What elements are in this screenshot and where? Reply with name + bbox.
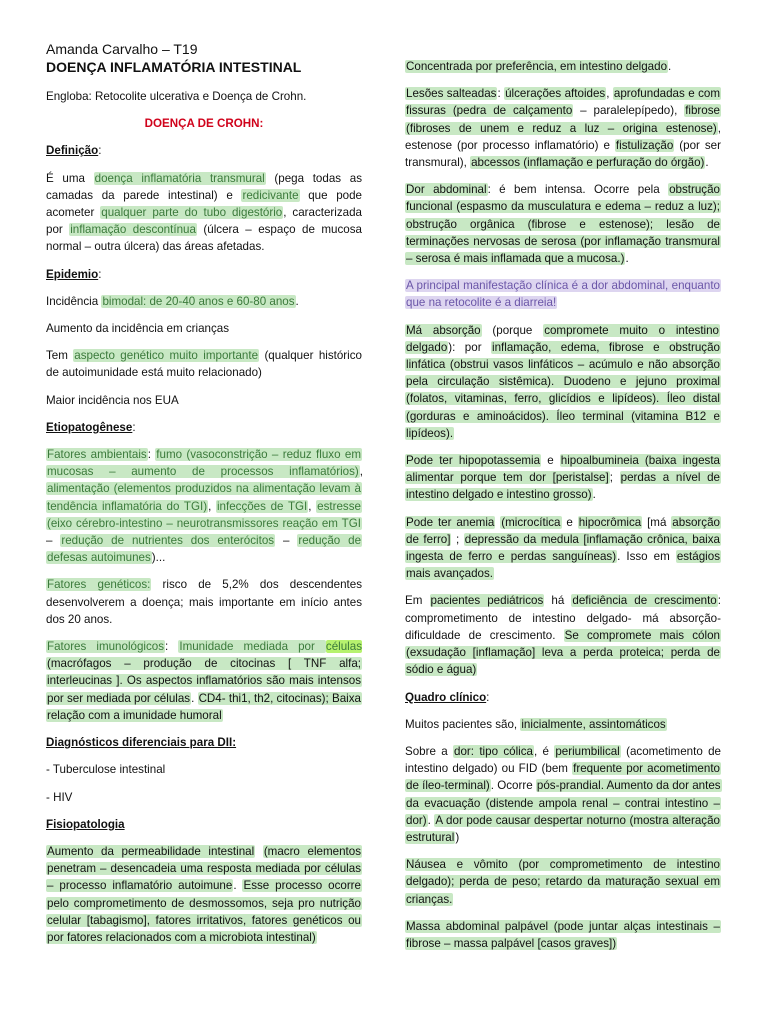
text: Muitos pacientes são,	[405, 717, 521, 731]
text: , estenose (por processo inflamatório) e	[405, 121, 721, 152]
text: , é	[534, 744, 555, 758]
text: .	[625, 252, 629, 266]
highlight: obstrução funcional (espasmo da musculatura e edema – reduz a luz); obstrução orgânica (fibrose e estenose); lesão de terminações nervosas de serosa (por inflamação transmural – serosa é mais inflamada que a mucosa.)	[406, 183, 720, 266]
highlight: Massa abdominal palpável (pode juntar alças intestinais – fibrose – massa palpável [casos graves])	[406, 919, 720, 950]
highlight: depressão da medula [inflamação crônica, baixa ingesta de ferro e perdas sanguíneas)	[406, 532, 720, 564]
text	[255, 845, 263, 858]
highlight: Pode ter anemia	[406, 515, 495, 529]
highlight: fumo (vasoconstrição – reduz fluxo em mucosas – aumento de processos inflamatórios)	[47, 448, 361, 479]
colon: :	[486, 690, 490, 704]
text: (pega todas as camadas da parede intestinal) e	[46, 171, 362, 202]
text: É uma	[46, 171, 94, 185]
text: ): por	[448, 340, 492, 354]
text: )	[455, 830, 460, 844]
text: Em	[405, 594, 430, 608]
highlight: úlcerações aftoides	[505, 87, 606, 101]
lesoes-paragraph	[405, 85, 721, 171]
diagnosticos-label: Diagnósticos diferenciais para DII:	[46, 736, 237, 750]
page-title: DOENÇA INFLAMATÓRIA INTESTINAL	[46, 59, 302, 75]
text: (por ser transmural),	[405, 138, 721, 170]
text: e	[541, 454, 560, 468]
text: )...	[151, 551, 166, 565]
text: (úlcera – espaço de mucosa normal – outra úlcera) das áreas afetadas.	[46, 223, 362, 254]
highlight: estágios mais avançados.	[406, 550, 720, 581]
highlight: Se compromete mais cólon (exsudação [inflamação] leva a perda proteica; perda de sódio e água)	[406, 628, 720, 677]
fisiopatologia-paragraph	[46, 843, 362, 946]
text: : é bem intensa. Ocorre pela	[487, 183, 669, 197]
highlight: deficiência de crescimento	[572, 594, 717, 608]
highlight: alimentação (elementos produzidos na alimentação levam à tendência inflamatória do TGI)	[47, 482, 361, 513]
definicao-heading	[46, 142, 362, 159]
highlight: Fatores imunológicos	[47, 640, 165, 654]
highlight: Pode ter hipopotassemia	[406, 454, 541, 468]
author-line: Amanda Carvalho – T19	[46, 41, 198, 57]
highlight: pacientes pediátricos	[430, 594, 544, 608]
text: : comprometimento de intestino delgado- má absorção-dificuldade de crescimento.	[405, 594, 721, 642]
highlight: hipocrômica	[578, 515, 642, 529]
left-column	[46, 40, 362, 956]
diagnosticos-heading	[46, 734, 362, 751]
text: .	[427, 813, 435, 827]
text: , caracterizada por	[46, 206, 362, 237]
crohn-section-title: DOENÇA DE CROHN:	[144, 117, 264, 131]
text: .	[295, 294, 299, 308]
highlight: CD4- thi1, th2, citocinas); Baixa relação com a imunidade humoral	[47, 691, 361, 722]
text: :	[147, 448, 156, 462]
text: .	[705, 156, 709, 170]
etiopatogenese-label: Etiopatogênese	[46, 420, 133, 434]
highlight: Imunidade mediada por	[179, 640, 325, 654]
highlight: fibrose (fibroses de unem e reduz a luz – origina estenose)	[406, 104, 720, 135]
principal-manifestacao-note	[405, 277, 721, 311]
highlight: células	[325, 640, 362, 654]
highlight: Aumento da permeabilidade intestinal	[47, 844, 255, 858]
highlight: Dor abdominal	[406, 183, 487, 197]
epidemio-criancas: Aumento da incidência em crianças	[46, 322, 230, 336]
highlight: Má absorção	[406, 323, 481, 337]
epidemio-incidencia	[46, 293, 362, 310]
epidemio-heading	[46, 266, 362, 283]
text: ;	[451, 532, 464, 546]
highlight: inflamação descontínua	[70, 223, 196, 237]
right-column	[405, 58, 721, 962]
text: Incidência	[46, 294, 102, 308]
text: – paralelepípedo),	[573, 104, 685, 118]
text: (acometimento de intestino delgado) ou FID (bem	[405, 744, 721, 776]
list-item: - Tuberculose intestinal	[46, 763, 166, 777]
highlight: doença inflamatória transmural	[94, 171, 265, 185]
highlight: aprofundadas e com fissuras (pedra de calçamento	[406, 87, 720, 118]
quadro-clinico-label: Quadro clínico	[405, 690, 487, 704]
highlight: aspecto genético muito importante	[74, 349, 259, 363]
highlight: qualquer parte do tubo digestório	[101, 206, 283, 220]
highlight: (microcítica	[501, 515, 561, 529]
highlight: hipoalbumineia (baixa ingesta alimentar porque tem dor [peristalse]	[406, 454, 720, 485]
colon: :	[98, 267, 102, 281]
text: :	[497, 87, 505, 101]
assintomaticos-paragraph	[405, 716, 721, 733]
localizacao-paragraph	[405, 58, 721, 75]
ma-absorcao-paragraph	[405, 322, 721, 442]
dor-abdominal-paragraph	[405, 181, 721, 267]
text: . Isso em	[617, 550, 676, 564]
text: .	[592, 488, 596, 502]
text: Tem	[46, 349, 74, 363]
highlight: periumbilical	[555, 744, 620, 758]
text: [má	[642, 515, 672, 529]
etiopatogenese-heading	[46, 419, 362, 436]
text: –	[46, 534, 61, 548]
text: ,	[208, 499, 216, 513]
text: ;	[609, 471, 620, 485]
highlight: inflamação, edema, fibrose e obstrução linfática (obstrui vasos linfáticos – acúmulo e não absorção pela circulação sistêmica). Duodeno e jejuno proximal (folatos, vitaminas, ferro, glicídios e lipídeos). Íleo distal (gorduras e aminoácidos). Íleo terminal (vitamina B12 e lipídeos).	[406, 340, 720, 440]
text: e	[561, 515, 578, 529]
text: (porque	[481, 323, 544, 337]
text: que pode acometer	[46, 188, 363, 220]
pediatricos-paragraph	[405, 592, 721, 678]
nausea-paragraph	[405, 856, 721, 908]
text: .	[668, 60, 672, 73]
text: há	[544, 594, 572, 608]
sobre-dor-paragraph	[405, 743, 721, 846]
highlight: perdas a nível de intestino delgado e intestino grosso)	[406, 471, 720, 502]
highlight: pós-prandial. Aumento da dor antes da evacuação (distende ampola renal – contrai intestino – dor)	[406, 779, 721, 827]
highlight: Fatores ambientais	[47, 448, 147, 462]
highlight: infecções de TGI	[216, 499, 308, 513]
highlight: redução de defesas autoimunes	[47, 534, 362, 565]
highlight: compromete muito o intestino delgado	[406, 323, 720, 354]
epidemio-genetico	[46, 347, 362, 381]
text: :	[165, 640, 179, 654]
text: Sobre a	[405, 744, 454, 758]
highlight: (macro elementos penetram – desencadeia uma resposta mediada por células – processo inflamatório autoimune	[47, 844, 361, 893]
text: ,	[308, 499, 317, 513]
epidemio-label: Epidemio	[46, 267, 99, 281]
text: ,	[606, 87, 613, 101]
highlight: dor: tipo cólica	[454, 744, 533, 758]
highlight: Concentrada por preferência, em intestino delgado	[406, 60, 668, 73]
text: ,	[359, 465, 363, 479]
fatores-ambientais	[46, 446, 362, 566]
intro-text: Engloba: Retocolite ulcerativa e Doença de Crohn.	[46, 90, 307, 103]
fisiopatologia-label: Fisiopatologia	[46, 817, 125, 831]
highlight: fistulização	[615, 138, 674, 152]
quadro-clinico-heading	[405, 689, 721, 706]
massa-paragraph	[405, 918, 721, 952]
fatores-imunologicos	[46, 638, 362, 724]
text: –	[275, 534, 298, 548]
text: .	[191, 691, 198, 705]
highlight: frequente por acometimento de íleo-terminal)	[406, 762, 720, 793]
highlight: redicivante	[242, 188, 299, 202]
highlight: abcessos (inflamação e perfuração do órgão)	[471, 156, 705, 170]
definicao-paragraph	[46, 170, 362, 256]
epidemio-eua: Maior incidência nos EUA	[46, 393, 179, 407]
text: (qualquer histórico de autoimunidade está muito relacionado)	[46, 349, 362, 380]
hipopotassemia-paragraph	[405, 452, 721, 504]
highlight: absorção de ferro]	[406, 515, 720, 546]
text: . Ocorre	[490, 779, 536, 793]
colon: :	[132, 420, 136, 434]
fisiopatologia-heading	[46, 816, 362, 833]
text: risco de 5,2% dos descendentes desenvolverem a doença; mais importante em início antes dos 20 anos.	[46, 578, 362, 626]
highlight: Fatores genéticos:	[47, 578, 151, 592]
highlight: Lesões salteadas	[406, 87, 497, 101]
highlight: (macrófagos – produção de citocinas [ TNF alfa; interleucinas ]. Os aspectos inflamatórios são mais intensos por ser mediada por células	[47, 657, 361, 705]
text: .	[233, 879, 243, 893]
highlight: bimodal: de 20-40 anos e 60-80 anos	[102, 294, 295, 308]
highlight: A principal manifestação clínica é a dor abdominal, enquanto que na retocolite é a diarreia!	[406, 279, 720, 310]
anemia-paragraph	[405, 514, 721, 583]
highlight: redução de nutrientes dos enterócitos	[61, 534, 275, 548]
highlight: Náusea e vômito (por comprometimento de intestino delgado); perda de peso; retardo da maturação sexual em crianças.	[406, 858, 720, 906]
highlight: estresse (eixo cérebro-intestino – neurotransmissores reação em TGI	[47, 499, 361, 530]
highlight: Esse processo ocorre pelo comprometimento de desmossomos, seja pro nutrição celular [tabagismo], fatores irritativos, fatores genéticos ou por fatores relacionados com a microbiota intestinal)	[47, 879, 361, 944]
list-item: - HIV	[46, 790, 73, 804]
colon: :	[98, 144, 102, 158]
highlight: inicialmente, assintomáticos	[521, 717, 666, 731]
fatores-geneticos	[46, 576, 362, 628]
definicao-label: Definição	[46, 144, 99, 158]
highlight: A dor pode causar despertar noturno (mostra alteração estrutural	[406, 813, 720, 844]
